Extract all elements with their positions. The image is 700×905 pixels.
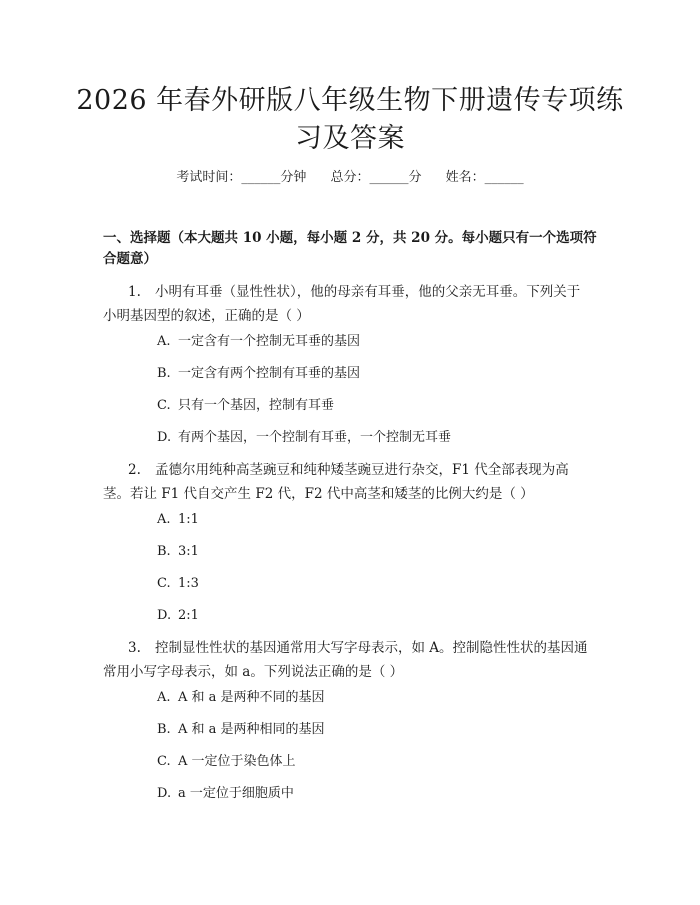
option-letter: D. bbox=[157, 786, 172, 801]
question-stem-line-1 bbox=[103, 458, 603, 482]
option-letter: A. bbox=[157, 334, 171, 349]
question-3 bbox=[103, 636, 603, 684]
option-2a bbox=[157, 511, 597, 529]
option-3b bbox=[157, 721, 597, 739]
question-stem-line-2: 常用小写字母表示，如 a。下列说法正确的是（ ） bbox=[103, 664, 404, 680]
option-text: 有两个基因，一个控制有耳垂，一个控制无耳垂 bbox=[178, 430, 452, 445]
option-letter: B. bbox=[157, 544, 171, 559]
exam-time-field: 考试时间：______分钟 bbox=[176, 170, 307, 185]
option-text: 2:1 bbox=[178, 608, 199, 623]
title-line-1: 2026 年春外研版八年级生物下册遗传专项练 bbox=[76, 85, 624, 116]
question-1 bbox=[103, 280, 603, 328]
option-text: 1:3 bbox=[178, 576, 199, 591]
option-text: a 一定位于细胞质中 bbox=[178, 786, 294, 801]
section-heading-line-2: 合题意） bbox=[103, 251, 157, 267]
option-text: 1:1 bbox=[178, 512, 199, 527]
option-letter: D. bbox=[157, 608, 172, 623]
option-1a bbox=[157, 333, 597, 351]
option-1b bbox=[157, 365, 597, 383]
option-3c bbox=[157, 753, 597, 771]
question-text: 小明有耳垂（显性性状），他的母亲有耳垂，他的父亲无耳垂。下列关于 bbox=[155, 284, 581, 300]
option-2b bbox=[157, 543, 597, 561]
option-letter: A. bbox=[157, 512, 171, 527]
question-text: 控制显性性状的基因通常用大写字母表示，如 A。控制隐性性状的基因通 bbox=[155, 640, 588, 656]
option-letter: A. bbox=[157, 690, 171, 705]
option-letter: B. bbox=[157, 366, 171, 381]
option-letter: D. bbox=[157, 430, 172, 445]
exam-meta bbox=[0, 169, 700, 187]
question-number: 2. bbox=[128, 462, 141, 478]
section-heading bbox=[103, 228, 603, 270]
option-3d bbox=[157, 785, 597, 803]
option-text: 一定含有两个控制有耳垂的基因 bbox=[178, 366, 361, 381]
option-letter: C. bbox=[157, 398, 171, 413]
student-name-field: 姓名：______ bbox=[445, 170, 524, 185]
option-1c bbox=[157, 397, 597, 415]
option-2c bbox=[157, 575, 597, 593]
question-stem-line-1 bbox=[103, 636, 603, 660]
option-letter: C. bbox=[157, 576, 171, 591]
option-text: A 和 a 是两种不同的基因 bbox=[178, 690, 325, 705]
option-text: 只有一个基因，控制有耳垂 bbox=[178, 398, 335, 413]
option-1d bbox=[157, 429, 597, 447]
question-number: 1. bbox=[128, 284, 141, 300]
question-stem-line-2: 小明基因型的叙述，正确的是（ ） bbox=[103, 308, 310, 324]
option-text: 3:1 bbox=[178, 544, 199, 559]
option-3a bbox=[157, 689, 597, 707]
question-2 bbox=[103, 458, 603, 506]
total-score-field: 总分：______分 bbox=[330, 170, 422, 185]
question-number: 3. bbox=[128, 640, 141, 656]
option-letter: B. bbox=[157, 722, 171, 737]
option-text: A 和 a 是两种相同的基因 bbox=[178, 722, 325, 737]
title-line-2: 习及答案 bbox=[295, 123, 405, 154]
question-text: 孟德尔用纯种高茎豌豆和纯种矮茎豌豆进行杂交，F1 代全部表现为高 bbox=[155, 462, 569, 478]
option-2d bbox=[157, 607, 597, 625]
document-title bbox=[60, 82, 640, 158]
question-stem-line-2: 茎。若让 F1 代自交产生 F2 代，F2 代中高茎和矮茎的比例大约是（ ） bbox=[103, 486, 534, 502]
option-text: A 一定位于染色体上 bbox=[178, 754, 296, 769]
section-heading-line-1: 一、选择题（本大题共 10 小题，每小题 2 分，共 20 分。每小题只有一个选项符 bbox=[103, 230, 597, 246]
question-stem-line-1 bbox=[103, 280, 603, 304]
option-text: 一定含有一个控制无耳垂的基因 bbox=[178, 334, 361, 349]
option-letter: C. bbox=[157, 754, 171, 769]
